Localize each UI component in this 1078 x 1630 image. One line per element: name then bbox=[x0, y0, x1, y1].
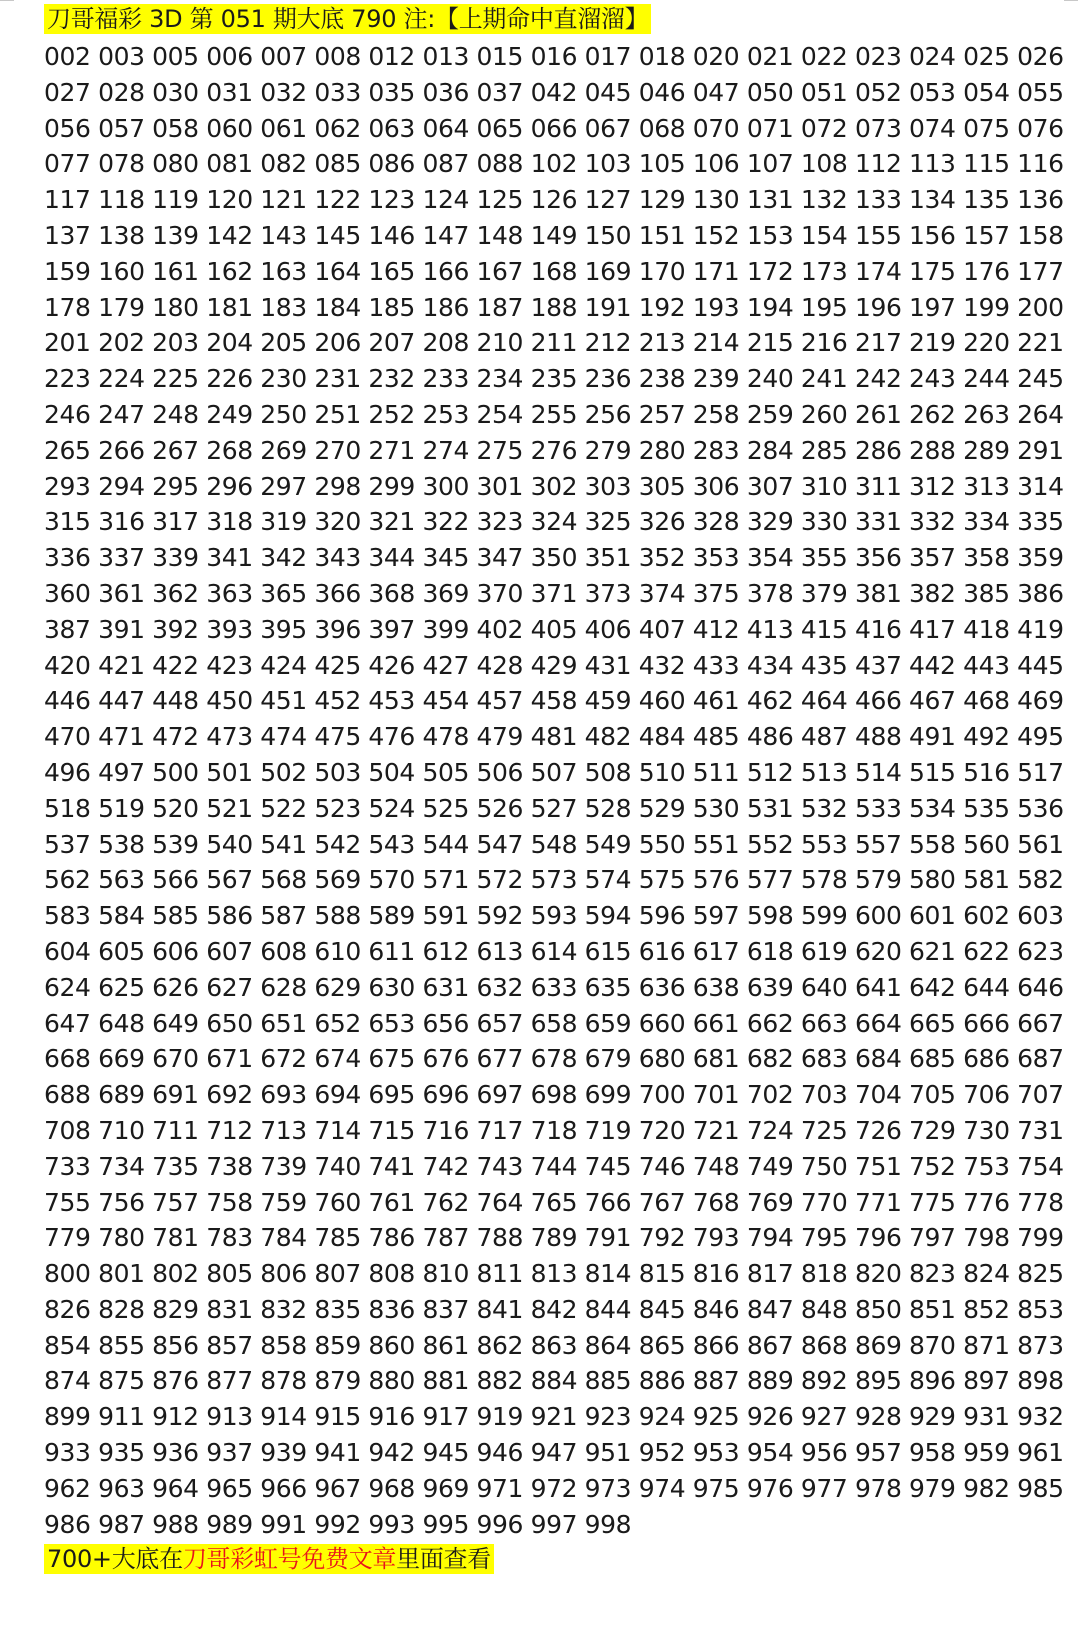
number-row: 496 497 500 501 502 503 504 505 506 507 508 510 511 512 513 514 515 516 517 bbox=[44, 757, 1064, 787]
number-row: 518 519 520 521 522 523 524 525 526 527 528 529 530 531 532 533 534 535 536 bbox=[44, 793, 1064, 823]
number-row: 446 447 448 450 451 452 453 454 457 458 459 460 461 462 464 466 467 468 469 bbox=[44, 686, 1064, 716]
number-row: 159 160 161 162 163 164 165 166 167 168 169 170 171 172 173 174 175 176 177 bbox=[44, 256, 1064, 286]
number-row: 470 471 472 473 474 475 476 478 479 481 482 484 485 486 487 488 491 492 495 bbox=[44, 722, 1064, 752]
number-row: 336 337 339 341 342 343 344 345 347 350 351 352 353 354 355 356 357 358 359 bbox=[44, 543, 1064, 573]
number-row: 962 963 964 965 966 967 968 969 971 972 973 974 975 976 977 978 979 982 985 bbox=[44, 1473, 1064, 1503]
number-row: 002 003 005 006 007 008 012 013 015 016 017 018 020 021 022 023 024 025 026 bbox=[44, 42, 1064, 71]
page-corner-mark-right bbox=[1064, 0, 1078, 5]
number-row: 708 710 711 712 713 714 715 716 717 718 719 720 721 724 725 726 729 730 731 bbox=[44, 1115, 1064, 1145]
page-corner-mark-left bbox=[0, 0, 14, 5]
number-row: 899 911 912 913 914 915 916 917 919 921 923 924 925 926 927 928 929 931 932 bbox=[44, 1402, 1064, 1432]
number-row: 604 605 606 607 608 610 611 612 613 614 615 616 617 618 619 620 621 622 623 bbox=[44, 936, 1064, 966]
number-row: 537 538 539 540 541 542 543 544 547 548 549 550 551 552 553 557 558 560 561 bbox=[44, 829, 1064, 859]
number-row: 293 294 295 296 297 298 299 300 301 302 303 305 306 307 310 311 312 313 314 bbox=[44, 471, 1064, 501]
number-row: 137 138 139 142 143 145 146 147 148 149 150 151 152 153 154 155 156 157 158 bbox=[44, 220, 1064, 250]
number-row: 562 563 566 567 568 569 570 571 572 573 574 575 576 577 578 579 580 581 582 bbox=[44, 865, 1064, 895]
document-page bbox=[44, 4, 1064, 1576]
number-row: 246 247 248 249 250 251 252 253 254 255 256 257 258 259 260 261 262 263 264 bbox=[44, 399, 1064, 429]
number-row: 117 118 119 120 121 122 123 124 125 126 127 129 130 131 132 133 134 135 136 bbox=[44, 185, 1064, 215]
footer-article-link[interactable]: 刀哥彩虹号免费文章 bbox=[182, 1545, 397, 1574]
number-row: 779 780 781 783 784 785 786 787 788 789 791 792 793 794 795 796 797 798 799 bbox=[44, 1223, 1064, 1253]
page-title: 刀哥福彩 3D 第 051 期大底 790 注:【上期命中直溜溜】 bbox=[44, 4, 651, 34]
number-row: 624 625 626 627 628 629 630 631 632 633 635 636 638 639 640 641 642 644 646 bbox=[44, 972, 1064, 1002]
header-line bbox=[44, 4, 1044, 34]
number-row: 201 202 203 204 205 206 207 208 210 211 212 213 214 215 216 217 219 220 221 bbox=[44, 328, 1064, 358]
number-row: 933 935 936 937 939 941 942 945 946 947 951 952 953 954 956 957 958 959 961 bbox=[44, 1438, 1064, 1468]
number-row: 178 179 180 181 183 184 185 186 187 188 191 192 193 194 195 196 197 199 200 bbox=[44, 292, 1064, 322]
number-row: 688 689 691 692 693 694 695 696 697 698 699 700 701 702 703 704 705 706 707 bbox=[44, 1080, 1064, 1110]
number-row: 360 361 362 363 365 366 368 369 370 371 373 374 375 378 379 381 382 385 386 bbox=[44, 578, 1064, 608]
number-list bbox=[44, 39, 1064, 1542]
number-row: 420 421 422 423 424 425 426 427 428 429 431 432 433 434 435 437 442 443 445 bbox=[44, 650, 1064, 680]
number-row: 387 391 392 393 395 396 397 399 402 405 406 407 412 413 415 416 417 418 419 bbox=[44, 614, 1064, 644]
number-row: 826 828 829 831 832 835 836 837 841 842 844 845 846 847 848 850 851 852 853 bbox=[44, 1294, 1064, 1324]
number-row: 027 028 030 031 032 033 035 036 037 042 045 046 047 050 051 052 053 054 055 bbox=[44, 77, 1064, 107]
number-row: 755 756 757 758 759 760 761 762 764 765 766 767 768 769 770 771 775 776 778 bbox=[44, 1187, 1064, 1217]
number-row: 647 648 649 650 651 652 653 656 657 658 659 660 661 662 663 664 665 666 667 bbox=[44, 1008, 1064, 1038]
number-row: 583 584 585 586 587 588 589 591 592 593 594 596 597 598 599 600 601 602 603 bbox=[44, 901, 1064, 931]
number-row: 874 875 876 877 878 879 880 881 882 884 885 886 887 889 892 895 896 897 898 bbox=[44, 1366, 1064, 1396]
number-row: 800 801 802 805 806 807 808 810 811 813 814 815 816 817 818 820 823 824 825 bbox=[44, 1259, 1064, 1289]
number-row: 854 855 856 857 858 859 860 861 862 863 864 865 866 867 868 869 870 871 873 bbox=[44, 1330, 1064, 1360]
number-row: 733 734 735 738 739 740 741 742 743 744 745 746 748 749 750 751 752 753 754 bbox=[44, 1151, 1064, 1181]
footer-line bbox=[44, 1544, 1044, 1576]
number-row: 077 078 080 081 082 085 086 087 088 102 103 105 106 107 108 112 113 115 116 bbox=[44, 149, 1064, 179]
number-row: 315 316 317 318 319 320 321 322 323 324 325 326 328 329 330 331 332 334 335 bbox=[44, 507, 1064, 537]
number-row: 223 224 225 226 230 231 232 233 234 235 236 238 239 240 241 242 243 244 245 bbox=[44, 364, 1064, 394]
number-row: 265 266 267 268 269 270 271 274 275 276 279 280 283 284 285 286 288 289 291 bbox=[44, 435, 1064, 465]
number-row: 668 669 670 671 672 674 675 676 677 678 679 680 681 682 683 684 685 686 687 bbox=[44, 1044, 1064, 1074]
footer-note bbox=[44, 1544, 494, 1574]
footer-suffix: 里面查看 bbox=[396, 1545, 491, 1574]
number-row: 986 987 988 989 991 992 993 995 996 997 998 bbox=[44, 1509, 632, 1539]
number-row: 056 057 058 060 061 062 063 064 065 066 067 068 070 071 072 073 074 075 076 bbox=[44, 113, 1064, 143]
footer-prefix: 700+大底在 bbox=[47, 1545, 183, 1574]
